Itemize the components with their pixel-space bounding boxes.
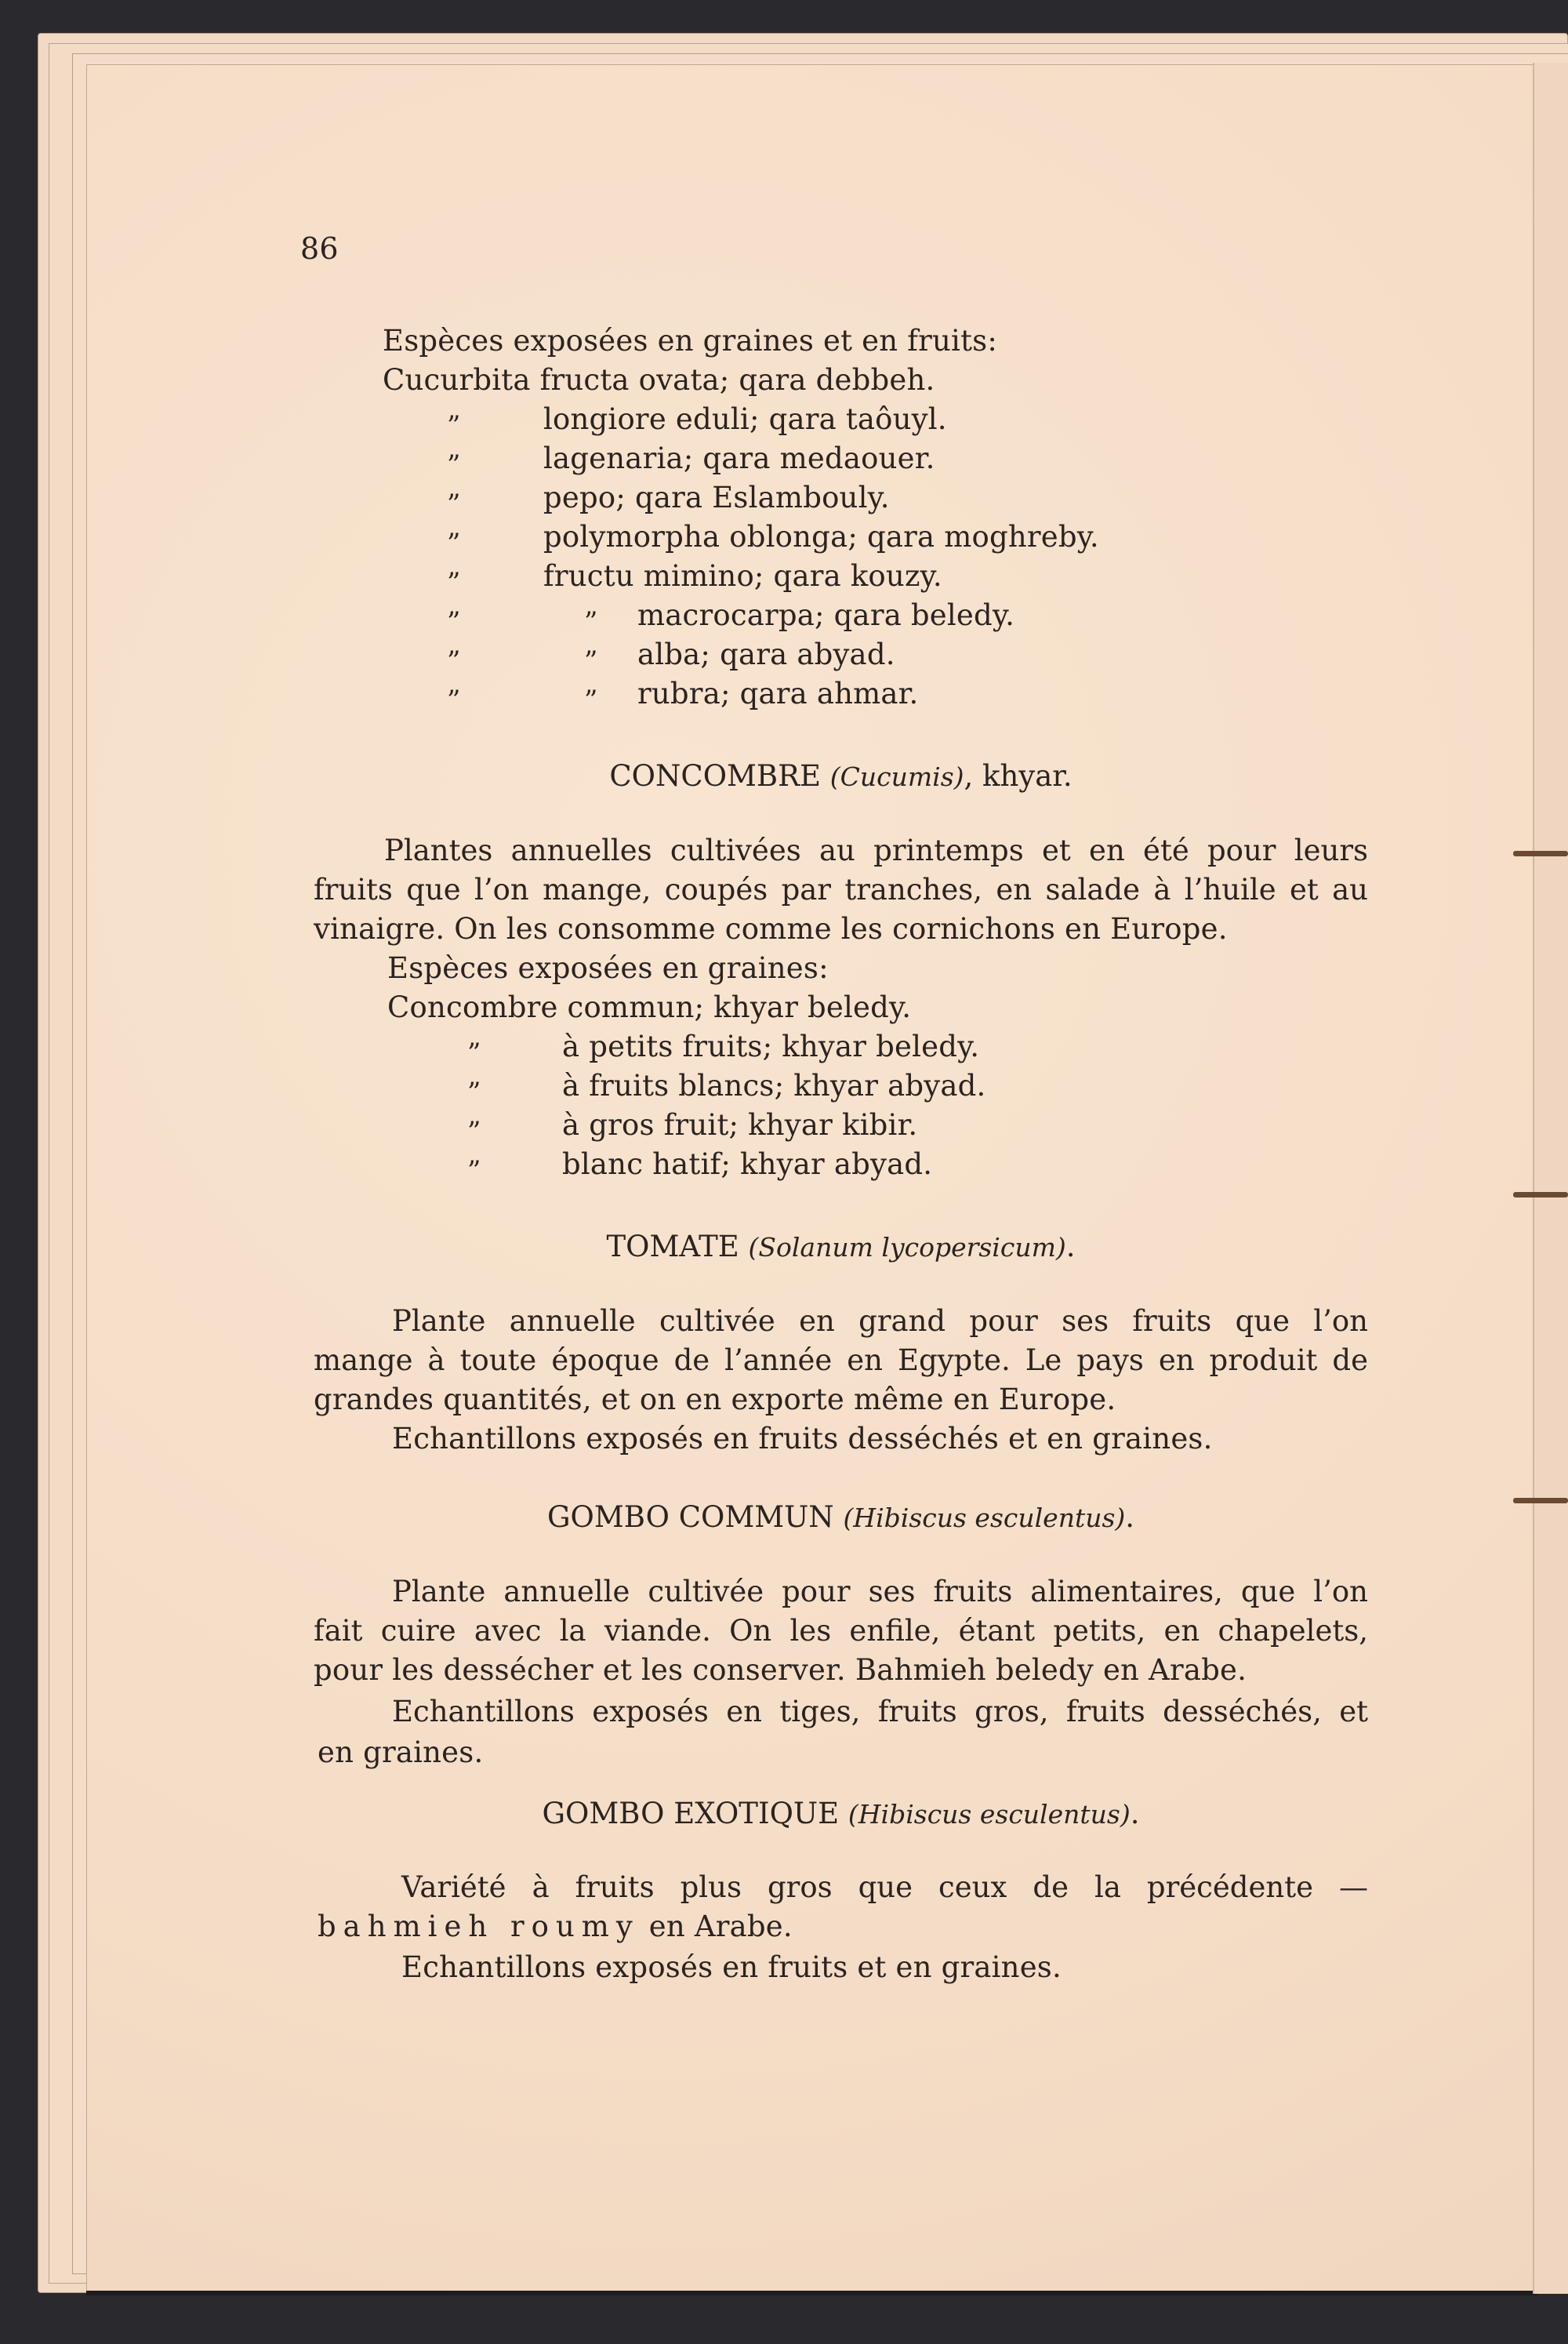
cucurbita-item: polymorpha oblonga; qara moghreby. (543, 520, 1099, 554)
ditto-mark: ” (584, 645, 598, 677)
section-heading-gombo-exotique (314, 1794, 1368, 1834)
ditto-mark: ” (467, 1116, 481, 1147)
paragraph-line: fruits que l’on mange, coupés par tranches, en salade à l’huile et au (314, 873, 1368, 907)
samples-line: Echantillons exposés en fruits et en graines. (401, 1950, 1062, 1984)
samples-line: Echantillons exposés en fruits desséchés et en graines. (392, 1422, 1213, 1455)
species-intro: Espèces exposées en graines: (387, 951, 829, 985)
heading-suffix: , khyar. (964, 759, 1073, 793)
binding-stitch (1513, 851, 1568, 856)
heading-latin: (Cucumis) (829, 761, 964, 792)
concombre-item: à gros fruit; khyar kibir. (562, 1108, 918, 1142)
section-heading-gombo-commun (314, 1498, 1368, 1538)
cucurbita-item: longiore eduli; qara taôuyl. (543, 402, 947, 436)
section-heading-tomate (314, 1227, 1368, 1267)
ditto-mark: ” (447, 567, 461, 598)
paragraph-line: vinaigre. On les consomme comme les cornichons en Europe. (314, 912, 1228, 946)
paragraph-line: mange à toute époque de l’année en Egypte. Le pays en produit de (314, 1343, 1368, 1377)
heading-title: GOMBO EXOTIQUE (542, 1797, 840, 1830)
cucurbita-first-item: Cucurbita fructa ovata; qara debbeh. (383, 363, 935, 397)
ditto-mark: ” (467, 1155, 481, 1187)
heading-latin: (Hibiscus esculentus) (843, 1503, 1126, 1533)
ditto-mark: ” (584, 685, 598, 716)
ditto-mark: ” (447, 489, 461, 520)
concombre-first-item: Concombre commun; khyar beledy. (387, 990, 912, 1024)
heading-latin: (Solanum lycopersicum) (748, 1232, 1066, 1263)
arabic-name: bahmieh roumy (318, 1910, 640, 1943)
binding-stitch (1513, 1192, 1568, 1197)
paragraph-line: pour les dessécher et les conserver. Bahmieh beledy en Arabe. (314, 1653, 1247, 1687)
paragraph-tail: en Arabe. (639, 1910, 793, 1943)
paragraph-line: grandes quantités, et on en exporte même en Europe. (314, 1383, 1116, 1416)
facing-page-edge (1533, 63, 1568, 2294)
samples-line: Echantillons exposés en tiges, fruits gros, fruits desséchés, et (392, 1695, 1368, 1728)
samples-line: en graines. (318, 1735, 484, 1769)
cucurbita-item: pepo; qara Eslambouly. (543, 481, 890, 514)
ditto-mark: ” (467, 1038, 481, 1069)
section-heading-concombre (314, 757, 1368, 797)
ditto-mark: ” (447, 685, 461, 716)
ditto-mark: ” (447, 528, 461, 559)
ditto-mark: ” (447, 606, 461, 638)
ditto-mark: ” (447, 449, 461, 481)
cucurbita-sub-item: rubra; qara ahmar. (637, 677, 919, 710)
heading-suffix: . (1125, 1500, 1135, 1534)
paragraph-line: Plante annuelle cultivée en grand pour ses fruits que l’on (392, 1304, 1368, 1338)
heading-latin: (Hibiscus esculentus) (848, 1799, 1131, 1830)
paragraph-line: Plante annuelle cultivée pour ses fruits alimentaires, que l’on (392, 1575, 1368, 1608)
concombre-item: à fruits blancs; khyar abyad. (562, 1069, 986, 1103)
heading-suffix: . (1065, 1230, 1076, 1263)
heading-title: CONCOMBRE (609, 759, 821, 793)
paragraph-line: Plantes annuelles cultivées au printemps et en été pour leurs (384, 834, 1368, 867)
ditto-mark: ” (447, 645, 461, 677)
binding-stitch (1513, 1498, 1568, 1503)
paragraph-line: fait cuire avec la viande. On les enfile, étant petits, en chapelets, (314, 1614, 1368, 1648)
cucurbita-item: lagenaria; qara medaouer. (543, 442, 935, 475)
cucurbita-sub-item: macrocarpa; qara beledy. (637, 598, 1015, 632)
ditto-mark: ” (467, 1077, 481, 1108)
ditto-mark: ” (447, 410, 461, 442)
paragraph-line: Variété à fruits plus gros que ceux de la précédente — (401, 1870, 1368, 1904)
heading-title: GOMBO COMMUN (546, 1500, 834, 1534)
cucurbita-item: fructu mimino; qara kouzy. (543, 559, 942, 593)
concombre-item: blanc hatif; khyar abyad. (562, 1147, 933, 1181)
concombre-item: à petits fruits; khyar beledy. (562, 1030, 980, 1063)
ditto-mark: ” (584, 606, 598, 638)
page-number: 86 (300, 231, 339, 266)
heading-suffix: . (1130, 1797, 1140, 1830)
heading-title: TOMATE (606, 1230, 739, 1263)
cucurbita-intro: Espèces exposées en graines et en fruits: (383, 324, 998, 358)
cucurbita-sub-item: alba; qara abyad. (637, 638, 895, 671)
paragraph-line (318, 1907, 793, 1946)
